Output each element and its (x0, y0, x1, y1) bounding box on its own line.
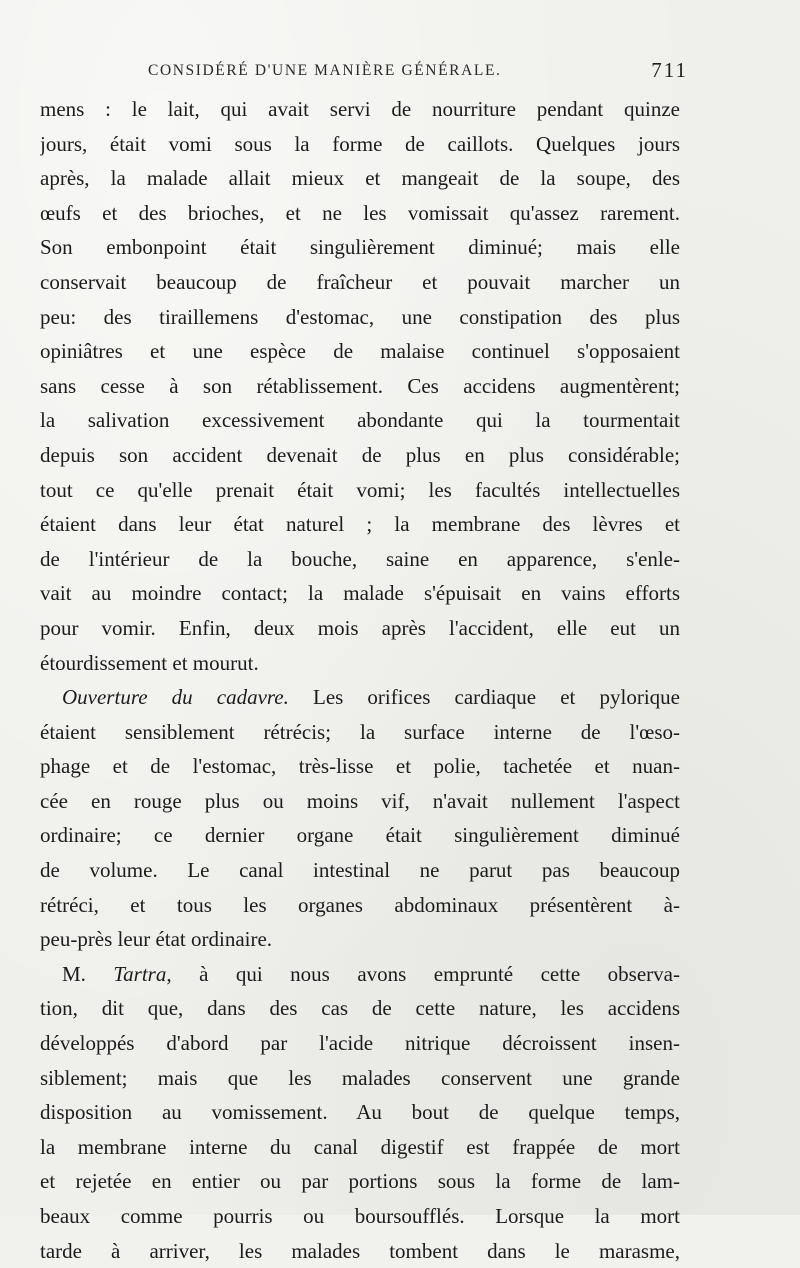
body-text (40, 92, 680, 1268)
page-header (148, 58, 688, 92)
text-line: mens : le lait, qui avait servi de nourriture pendant quinze (40, 97, 680, 121)
section-heading: Ouverture du cadavre. (62, 685, 289, 710)
text-line: rétréci, et tous les organes abdominaux présentèrent à- (40, 892, 680, 917)
text-line: étaient sensiblement rétrécis; la surface interne de l'œso- (40, 719, 680, 744)
paragraph-lead-line (40, 680, 680, 715)
text-line: depuis son accident devenait de plus en plus considérable; (40, 442, 680, 467)
text-line: beaux comme pourris ou boursoufflés. Lorsque la mort (40, 1204, 680, 1228)
text-fragment: M. (62, 961, 114, 986)
text-line: opiniâtres et une espèce de malaise continuel s'opposaient (40, 339, 680, 364)
text-line: jours, était vomi sous la forme de caillots. Quelques jours (40, 131, 680, 156)
text-line: la membrane interne du canal digestif est frappée de mort (40, 1134, 680, 1159)
running-head: CONSIDÉRÉ D'UNE MANIÈRE GÉNÉRALE. (148, 62, 502, 79)
paragraph-lead-line (40, 957, 680, 992)
text-line: étourdissement et mourut. (40, 650, 259, 675)
text-line: étaient dans leur état naturel ; la membrane des lèvres et (40, 512, 680, 537)
text-line: conservait beaucoup de fraîcheur et pouvait marcher un (40, 269, 680, 294)
text-line: tout ce qu'elle prenait était vomi; les facultés intellectuelles (40, 477, 680, 502)
text-line: de l'intérieur de la bouche, saine en apparence, s'enle- (40, 546, 680, 571)
text-line: œufs et des brioches, et ne les vomissait qu'assez rarement. (40, 200, 680, 225)
text-line: disposition au vomissement. Au bout de quelque temps, (40, 1100, 680, 1125)
text-line: la salivation excessivement abondante qui la tourmentait (40, 408, 680, 433)
text-fragment: Les orifices cardiaque et pylorique (288, 685, 680, 710)
text-line: ordinaire; ce dernier organe était singulièrement diminué (40, 823, 680, 848)
text-line: vait au moindre contact; la malade s'épuisait en vains efforts (40, 581, 680, 606)
text-line: développés d'abord par l'acide nitrique décroissent insen- (40, 1031, 680, 1056)
text-fragment: , à qui nous avons emprunté cette observa- (166, 961, 680, 986)
text-line: et rejetée en entier ou par portions sous la forme de lam- (40, 1169, 680, 1194)
text-line: tion, dit que, dans des cas de cette nature, les accidens (40, 996, 680, 1021)
text-line: pour vomir. Enfin, deux mois après l'accident, elle eut un (40, 615, 680, 640)
text-line: de volume. Le canal intestinal ne parut pas beaucoup (40, 858, 680, 883)
text-line: Son embonpoint était singulièrement diminué; mais elle (40, 235, 680, 260)
text-line: cée en rouge plus ou moins vif, n'avait nullement l'aspect (40, 788, 680, 813)
author-name: Tartra (113, 961, 167, 986)
text-line: sans cesse à son rétablissement. Ces accidens augmentèrent; (40, 373, 680, 398)
text-line: peu: des tiraillemens d'estomac, une constipation des plus (40, 304, 680, 329)
text-line: phage et de l'estomac, très-lisse et polie, tachetée et nuan- (40, 754, 680, 779)
page-number: 711 (651, 58, 688, 82)
text-line: siblement; mais que les malades conservent une grande (40, 1065, 680, 1090)
text-line: après, la malade allait mieux et mangeait de la soupe, des (40, 166, 680, 191)
text-line: tarde à arriver, les malades tombent dans le marasme, (40, 1238, 680, 1263)
text-line: peu-près leur état ordinaire. (40, 927, 273, 952)
